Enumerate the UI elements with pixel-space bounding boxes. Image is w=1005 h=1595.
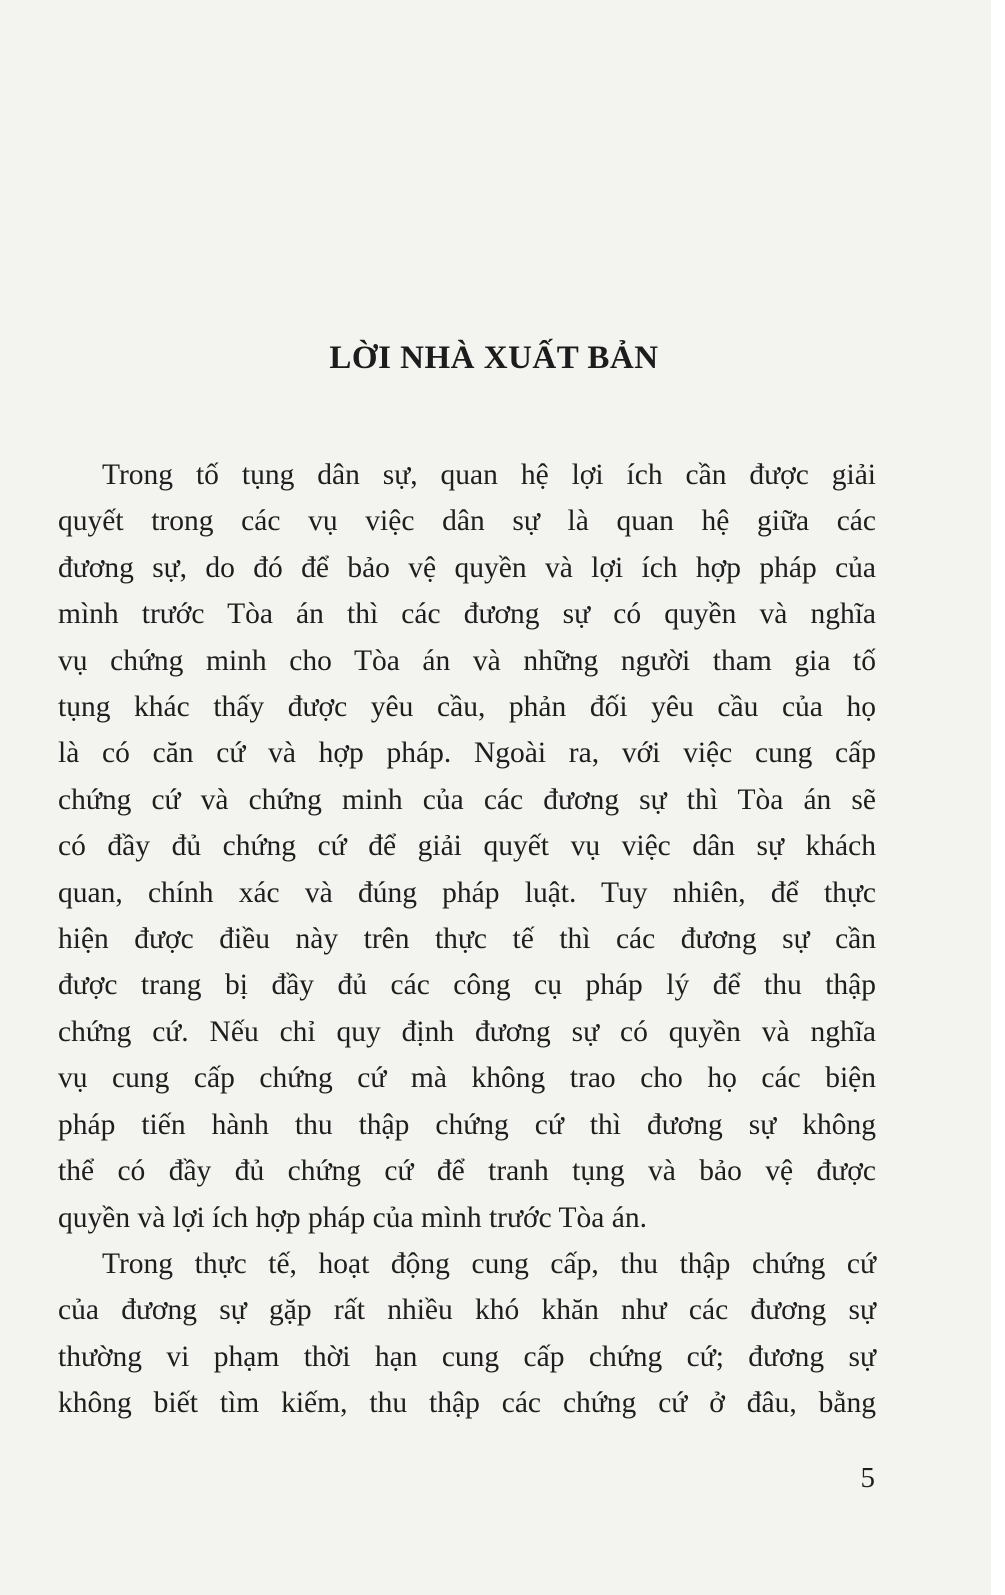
paragraph-1 <box>58 452 876 1241</box>
page-edge <box>991 0 1005 1595</box>
page-number: 5 <box>860 1462 875 1494</box>
body-text <box>58 452 876 1427</box>
text-line: quyết trong các vụ việc dân sự là quan hệ giữa các <box>58 505 876 538</box>
text-line: vụ cung cấp chứng cứ mà không trao cho họ các biện <box>58 1062 876 1095</box>
text-line: Trong tố tụng dân sự, quan hệ lợi ích cần được giải <box>102 459 876 491</box>
text-line: mình trước Tòa án thì các đương sự có quyền và nghĩa <box>58 598 876 631</box>
text-line: chứng cứ. Nếu chỉ quy định đương sự có quyền và nghĩa <box>58 1015 876 1048</box>
text-line: hiện được điều này trên thực tế thì các đương sự cần <box>58 923 876 956</box>
text-line: vụ chứng minh cho Tòa án và những người tham gia tố <box>58 644 876 677</box>
text-line: là có căn cứ và hợp pháp. Ngoài ra, với việc cung cấp <box>58 737 876 770</box>
text-line: quan, chính xác và đúng pháp luật. Tuy nhiên, để thực <box>58 876 876 909</box>
text-line: của đương sự gặp rất nhiều khó khăn như các đương sự <box>58 1294 876 1327</box>
text-line: tụng khác thấy được yêu cầu, phản đối yêu cầu của họ <box>58 691 876 724</box>
text-line: thể có đầy đủ chứng cứ để tranh tụng và bảo vệ được <box>58 1155 876 1188</box>
text-line: không biết tìm kiếm, thu thập các chứng cứ ở đâu, bằng <box>58 1387 876 1420</box>
text-line: chứng cứ và chứng minh của các đương sự thì Tòa án sẽ <box>58 783 876 816</box>
text-line: đương sự, do đó để bảo vệ quyền và lợi ích hợp pháp của <box>58 551 876 584</box>
text-line: thường vi phạm thời hạn cung cấp chứng cứ; đương sự <box>58 1340 876 1373</box>
page-title: LỜI NHÀ XUẤT BẢN <box>329 340 659 376</box>
text-line: có đầy đủ chứng cứ để giải quyết vụ việc dân sự khách <box>58 830 876 863</box>
text-line: quyền và lợi ích hợp pháp của mình trước Tòa án. <box>58 1201 647 1234</box>
text-line: Trong thực tế, hoạt động cung cấp, thu thập chứng cứ <box>102 1247 876 1280</box>
paragraph-2 <box>58 1241 876 1427</box>
text-line: pháp tiến hành thu thập chứng cứ thì đương sự không <box>58 1108 876 1141</box>
text-line: được trang bị đầy đủ các công cụ pháp lý để thu thập <box>58 969 876 1002</box>
